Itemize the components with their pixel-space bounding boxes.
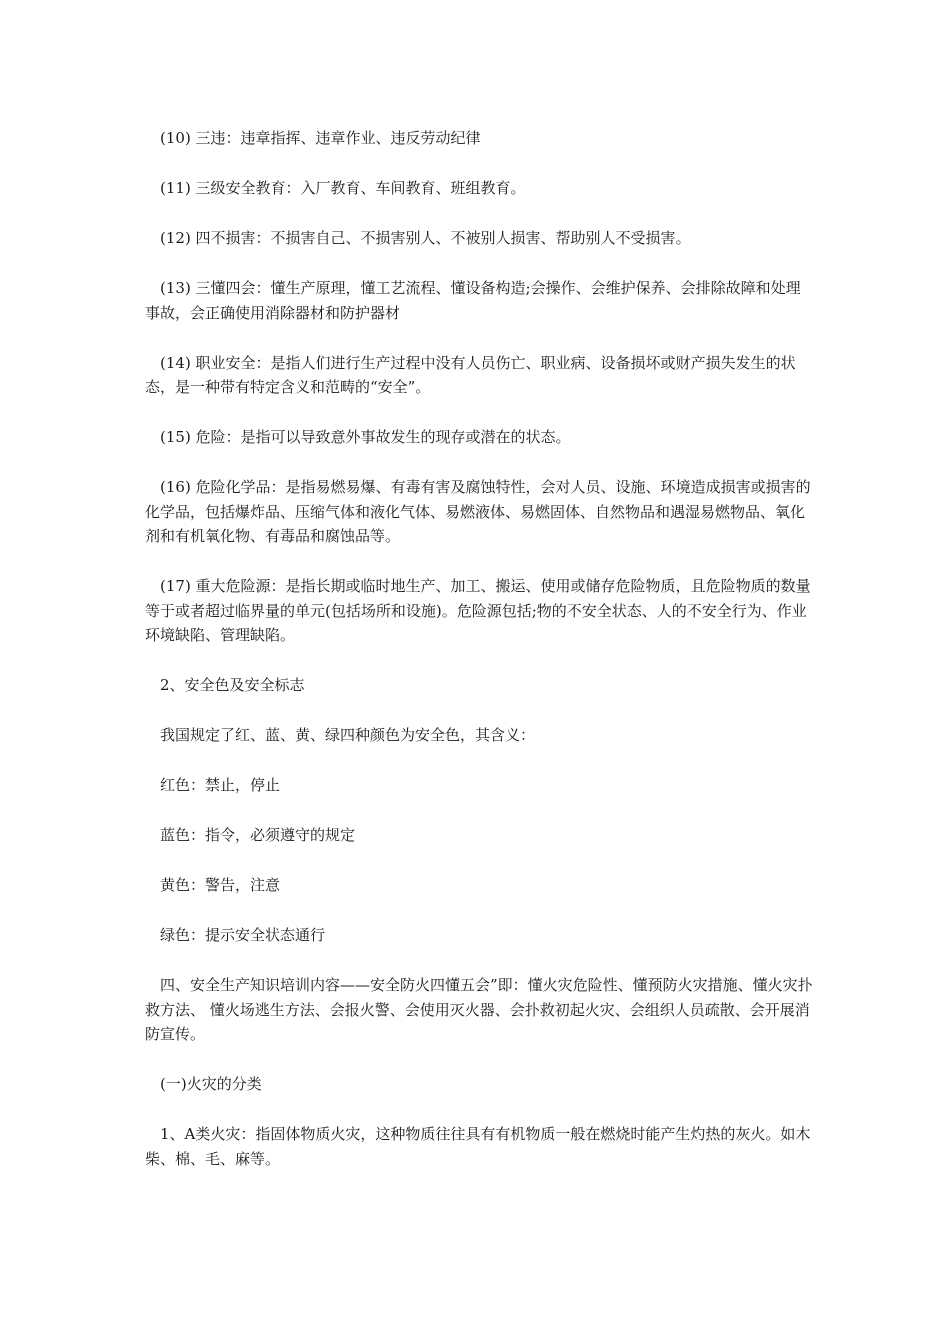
paragraph-item-14: (14) 职业安全：是指人们进行生产过程中没有人员伤亡、职业病、设备损坏或财产损失发生的状态，是一种带有特定含义和范畴的“安全”。 — [145, 353, 796, 396]
paragraph-item-17: (17) 重大危险源：是指长期或临时地生产、加工、搬运、使用或储存危险物质，且危险物质的数量等于或者超过临界量的单元(包括场所和设施)。危险源包括;物的不安全状态、人的不安全行为、作业环境缺陷、管理缺陷。 — [145, 577, 811, 644]
paragraph-color-red: 红色：禁止，停止 — [160, 776, 281, 794]
paragraph-item-10: (10) 三违：违章指挥、违章作业、违反劳动纪律 — [160, 129, 481, 147]
subsection-heading-fire-classification: (一)火灾的分类 — [160, 1075, 262, 1093]
document-body — [145, 126, 813, 1171]
paragraph-color-green: 绿色：提示安全状态通行 — [160, 926, 326, 944]
paragraph-item-13: (13) 三懂四会：懂生产原理，懂工艺流程、懂设备构造;会操作、会维护保养、会排除故障和处理事故，会正确使用消除器材和防护器材 — [145, 279, 801, 322]
paragraph-item-16: (16) 危险化学品：是指易燃易爆、有毒有害及腐蚀特性，会对人员、设施、环境造成损害或损害的化学品，包括爆炸品、压缩气体和液化气体、易燃液体、易燃固体、自然物品和遇湿易燃物品、氧化剂和有机氧化物、有毒品和腐蚀品等。 — [145, 478, 811, 545]
paragraph-item-12: (12) 四不损害：不损害自己、不损害别人、不被别人损害、帮助别人不受损害。 — [160, 229, 691, 247]
section-heading-safety-colors: 2、安全色及安全标志 — [160, 676, 305, 694]
paragraph-item-11: (11) 三级安全教育：入厂教育、车间教育、班组教育。 — [160, 179, 526, 197]
paragraph-safety-colors-intro: 我国规定了红、蓝、黄、绿四种颜色为安全色，其含义： — [160, 726, 536, 744]
paragraph-color-yellow: 黄色：警告，注意 — [160, 876, 281, 894]
paragraph-color-blue: 蓝色：指令，必须遵守的规定 — [160, 826, 356, 844]
paragraph-item-15: (15) 危险：是指可以导致意外事故发生的现存或潜在的状态。 — [160, 428, 571, 446]
section-heading-fire-safety: 四、安全生产知识培训内容——安全防火四懂五会”即：懂火灾危险性、懂预防火灾措施、懂火灾扑救方法、 懂火场逃生方法、会报火警、会使用灭火器、会扑救初起火灾、会组织人员疏散、会开展消防宣传。 — [145, 976, 813, 1043]
paragraph-class-a-fire: 1、A类火灾：指固体物质火灾，这种物质往往具有有机物质一般在燃烧时能产生灼热的灰火。如木柴、棉、毛、麻等。 — [145, 1125, 811, 1168]
